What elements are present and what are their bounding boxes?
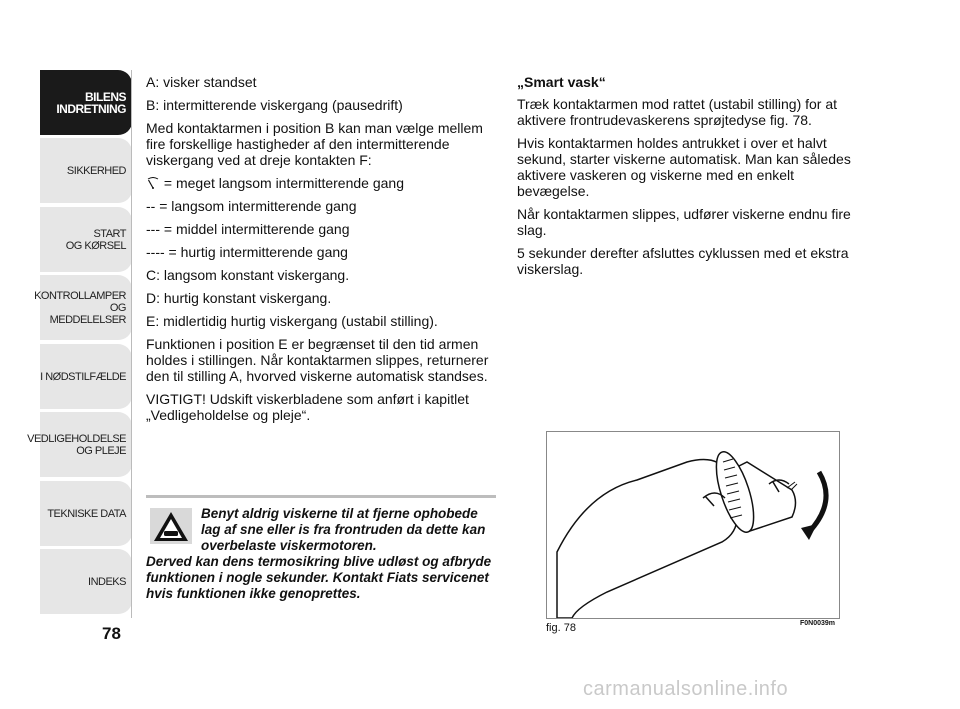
text-important-note: VIGTIGT! Udskift viskerbladene som anført i kapitlet „Vedligeholdelse og pleje“.	[146, 391, 469, 423]
figure-wiper-stalk	[546, 431, 840, 619]
tab-bilens-indretning[interactable]: BILENS INDRETNING	[40, 70, 132, 136]
right-text-column	[517, 74, 857, 284]
wiper-stalk-illustration	[547, 432, 839, 618]
text-paragraph-1: Træk kontaktarmen mod rattet (ustabil stilling) for at aktivere frontrudevaskerens sprøjtedyse fig. 78.	[517, 96, 838, 128]
tab-vedligeholdelse[interactable]: VEDLIGEHOLDELSE OG PLEJE	[40, 412, 132, 478]
tab-indeks[interactable]: INDEKS	[40, 549, 132, 615]
text-item-a: A: visker standset	[146, 74, 257, 90]
warning-text	[146, 506, 498, 602]
text-item-d: D: hurtig konstant viskergang.	[146, 290, 332, 306]
text-item-c: C: langsom konstant viskergang.	[146, 267, 350, 283]
text-speed-slow: -- = langsom intermitterende gang	[146, 198, 357, 214]
tab-nodstilfaelde[interactable]: I NØDSTILFÆLDE	[40, 344, 132, 410]
text-paragraph-3: Når kontaktarmen slippes, udfører viskerne endnu fire slag.	[517, 206, 851, 238]
wiper-symbol-icon	[146, 177, 160, 189]
text-speed-very-slow	[146, 175, 494, 191]
text-paragraph-4: 5 sekunder derefter afsluttes cyklussen med et ekstra viskerslag.	[517, 245, 849, 277]
warning-divider	[146, 495, 496, 498]
section-heading-smart-vask: „Smart vask“	[517, 74, 606, 90]
tab-kontrollamper[interactable]: KONTROLLAMPER OG MEDDELELSER	[40, 275, 132, 341]
text-item-e: E: midlertidig hurtig viskergang (ustabil stilling).	[146, 313, 438, 329]
text-item-b: B: intermitterende viskergang (pausedrift)	[146, 97, 403, 113]
text-paragraph-function-e: Funktionen i position E er begrænset til den tid armen holdes i stillingen. Når kontaktarmen slippes, returnerer den til stilling A, hvorved viskerne automatisk standses.	[146, 336, 489, 384]
sidebar-divider	[131, 70, 132, 618]
figure-caption: fig. 78	[546, 622, 576, 634]
figure-code: F0N0039m	[800, 620, 836, 627]
text-speed-medium: --- = middel intermitterende gang	[146, 221, 350, 237]
watermark-text: carmanualsonline.info	[583, 678, 789, 700]
warning-text-first: Benyt aldrig viskerne til at fjerne ophobede lag af sne eller is fra frontruden da dette kan overbelaste viskermotoren.	[201, 506, 486, 553]
page-number: 78	[102, 624, 121, 643]
tab-tekniske-data[interactable]: TEKNISKE DATA	[40, 481, 132, 547]
text-paragraph-intermittent: Med kontaktarmen i position B kan man vælge mellem fire forskellige hastigheder af den intermitterende viskergang ved at dreje kontakten F:	[146, 120, 483, 168]
text-speed-fast: ---- = hurtig intermitterende gang	[146, 244, 348, 260]
tab-sikkerhed[interactable]: SIKKERHED	[40, 138, 132, 204]
tab-start-og-korsel[interactable]: START OG KØRSEL	[40, 207, 132, 273]
warning-text-rest: Derved kan dens termosikring blive udløst og afbryde funktionen i nogle sekunder. Kontakt Fiats servicenet hvis funktionen ikke genoprettes.	[146, 554, 492, 601]
speed-very-slow-text: = meget langsom intermitterende gang	[163, 175, 404, 191]
text-paragraph-2: Hvis kontaktarmen holdes antrukket i over et halvt sekund, starter viskerne automatisk. Man kan således aktivere vaskeren og viskerne med en enkelt bevægelse.	[517, 135, 851, 199]
left-text-column	[146, 74, 494, 430]
